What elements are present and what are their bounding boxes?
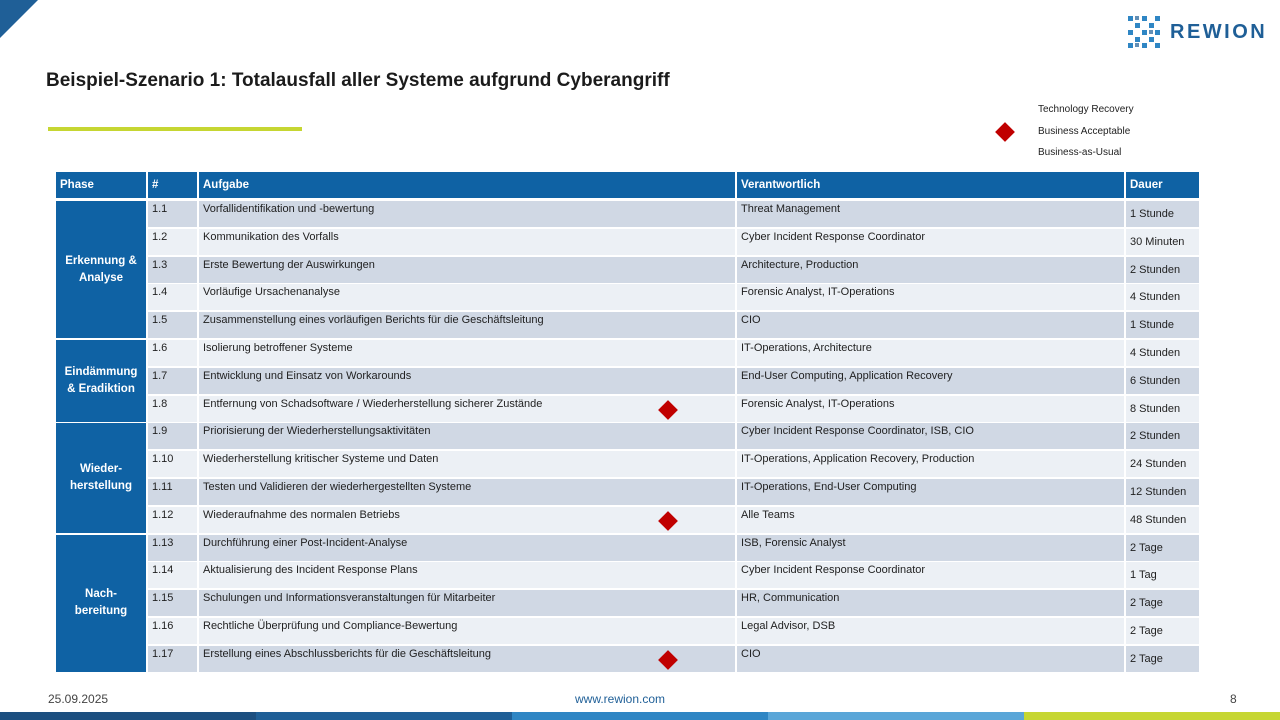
cell-duration: 8 Stunden (1126, 396, 1199, 422)
cell-task: Entwicklung und Einsatz von Workarounds (199, 368, 735, 394)
cell-task: Aktualisierung des Incident Response Plans (199, 562, 735, 588)
cell-num: 1.13 (148, 535, 197, 561)
cell-num: 1.14 (148, 562, 197, 588)
cell-task: Zusammenstellung eines vorläufigen Berichts für die Geschäftsleitung (199, 312, 735, 338)
phase-label (56, 201, 146, 338)
cell-owner: ISB, Forensic Analyst (737, 535, 1124, 561)
cell-duration: 2 Stunden (1126, 423, 1199, 449)
cell-owner: Forensic Analyst, IT-Operations (737, 396, 1124, 422)
phase-label-line: & Eradiktion (67, 382, 135, 395)
cell-owner: CIO (737, 646, 1124, 672)
cell-task: Testen und Validieren der wiederhergestellten Systeme (199, 479, 735, 505)
footer-url-link[interactable]: www.rewion.com (575, 692, 666, 706)
cell-num: 1.15 (148, 590, 197, 616)
rewion-logo (1126, 14, 1267, 50)
cell-owner: Cyber Incident Response Coordinator (737, 229, 1124, 255)
recovery-table (56, 172, 1199, 670)
corner-accent (0, 0, 38, 38)
cell-duration: 2 Tage (1126, 535, 1199, 561)
cell-owner: End-User Computing, Application Recovery (737, 368, 1124, 394)
cell-owner: IT-Operations, Architecture (737, 340, 1124, 366)
cell-duration: 2 Stunden (1126, 257, 1199, 283)
cell-task: Schulungen und Informationsveranstaltungen für Mitarbeiter (199, 590, 735, 616)
cell-num: 1.2 (148, 229, 197, 255)
cell-duration: 6 Stunden (1126, 368, 1199, 394)
header-duration: Dauer (1126, 172, 1199, 198)
legend-item-technology-recovery: Technology Recovery (1038, 104, 1134, 115)
cell-duration: 2 Tage (1126, 646, 1199, 672)
cell-duration: 4 Stunden (1126, 340, 1199, 366)
phase-label-line: Wieder- (79, 463, 123, 476)
cell-owner: Legal Advisor, DSB (737, 618, 1124, 644)
cell-duration: 2 Tage (1126, 618, 1199, 644)
cell-duration: 30 Minuten (1126, 229, 1199, 255)
cell-owner: IT-Operations, End-User Computing (737, 479, 1124, 505)
cell-num: 1.16 (148, 618, 197, 644)
phase-label-line: Analyse (78, 271, 124, 284)
footer-color-bar (0, 712, 1280, 720)
cell-owner: CIO (737, 312, 1124, 338)
cell-num: 1.1 (148, 201, 197, 227)
cell-task: Wiederherstellung kritischer Systeme und Daten (199, 451, 735, 477)
legend (990, 102, 1190, 166)
header-owner: Verantwortlich (737, 172, 1124, 198)
cell-num: 1.11 (148, 479, 197, 505)
legend-item-business-acceptable: Business Acceptable (1038, 126, 1131, 137)
cell-num: 1.9 (148, 423, 197, 449)
page-title: Beispiel-Szenario 1: Totalausfall aller Systeme aufgrund Cyberangriff (46, 70, 670, 91)
title-underline (48, 127, 302, 131)
cell-owner: Architecture, Production (737, 257, 1124, 283)
cell-owner: HR, Communication (737, 590, 1124, 616)
phase-label (56, 535, 146, 672)
header-task: Aufgabe (199, 172, 735, 198)
cell-task: Erstellung eines Abschlussberichts für die Geschäftsleitung (199, 646, 735, 672)
phase-label (56, 340, 146, 422)
cell-task: Isolierung betroffener Systeme (199, 340, 735, 366)
cell-task: Priorisierung der Wiederherstellungsaktivitäten (199, 423, 735, 449)
cell-num: 1.12 (148, 507, 197, 533)
phase-label-line: herstellung (70, 480, 132, 493)
cell-duration: 12 Stunden (1126, 479, 1199, 505)
footer-date: 25.09.2025 (48, 692, 109, 706)
page-number: 8 (1230, 692, 1237, 706)
cell-num: 1.7 (148, 368, 197, 394)
cell-owner: Forensic Analyst, IT-Operations (737, 284, 1124, 310)
cell-num: 1.17 (148, 646, 197, 672)
diamond-marker-icon (995, 122, 1015, 142)
cell-task: Wiederaufnahme des normalen Betriebs (199, 507, 735, 533)
cell-task: Erste Bewertung der Auswirkungen (199, 257, 735, 283)
cell-owner: Threat Management (737, 201, 1124, 227)
header-num: # (148, 172, 197, 198)
cell-num: 1.8 (148, 396, 197, 422)
cell-duration: 1 Tag (1126, 562, 1199, 588)
cell-duration: 4 Stunden (1126, 284, 1199, 310)
cell-duration: 2 Tage (1126, 590, 1199, 616)
cell-task: Durchführung einer Post-Incident-Analyse (199, 535, 735, 561)
legend-item-business-as-usual: Business-as-Usual (1038, 147, 1122, 158)
cell-num: 1.5 (148, 312, 197, 338)
cell-task: Entfernung von Schadsoftware / Wiederherstellung sicherer Zustände (199, 396, 735, 422)
cell-duration: 1 Stunde (1126, 201, 1199, 227)
phase-label-line: Nach- (85, 588, 117, 601)
phase-label-line: Eindämmung (64, 365, 138, 378)
phase-label-line: Erkennung & (65, 254, 137, 267)
cell-owner: Alle Teams (737, 507, 1124, 533)
cell-task: Rechtliche Überprüfung und Compliance-Bewertung (199, 618, 735, 644)
cell-duration: 48 Stunden (1126, 507, 1199, 533)
cell-num: 1.6 (148, 340, 197, 366)
cell-num: 1.4 (148, 284, 197, 310)
cell-duration: 24 Stunden (1126, 451, 1199, 477)
cell-task: Kommunikation des Vorfalls (199, 229, 735, 255)
phase-label-line: bereitung (74, 605, 128, 618)
logo-mark-icon (1126, 14, 1162, 50)
logo-wordmark: REWION (1170, 20, 1268, 43)
cell-owner: Cyber Incident Response Coordinator (737, 562, 1124, 588)
cell-task: Vorläufige Ursachenanalyse (199, 284, 735, 310)
cell-num: 1.10 (148, 451, 197, 477)
cell-owner: Cyber Incident Response Coordinator, ISB, CIO (737, 423, 1124, 449)
phase-label (56, 423, 146, 532)
cell-task: Vorfallidentifikation und -bewertung (199, 201, 735, 227)
header-phase: Phase (56, 172, 146, 198)
cell-num: 1.3 (148, 257, 197, 283)
cell-owner: IT-Operations, Application Recovery, Production (737, 451, 1124, 477)
cell-duration: 1 Stunde (1126, 312, 1199, 338)
